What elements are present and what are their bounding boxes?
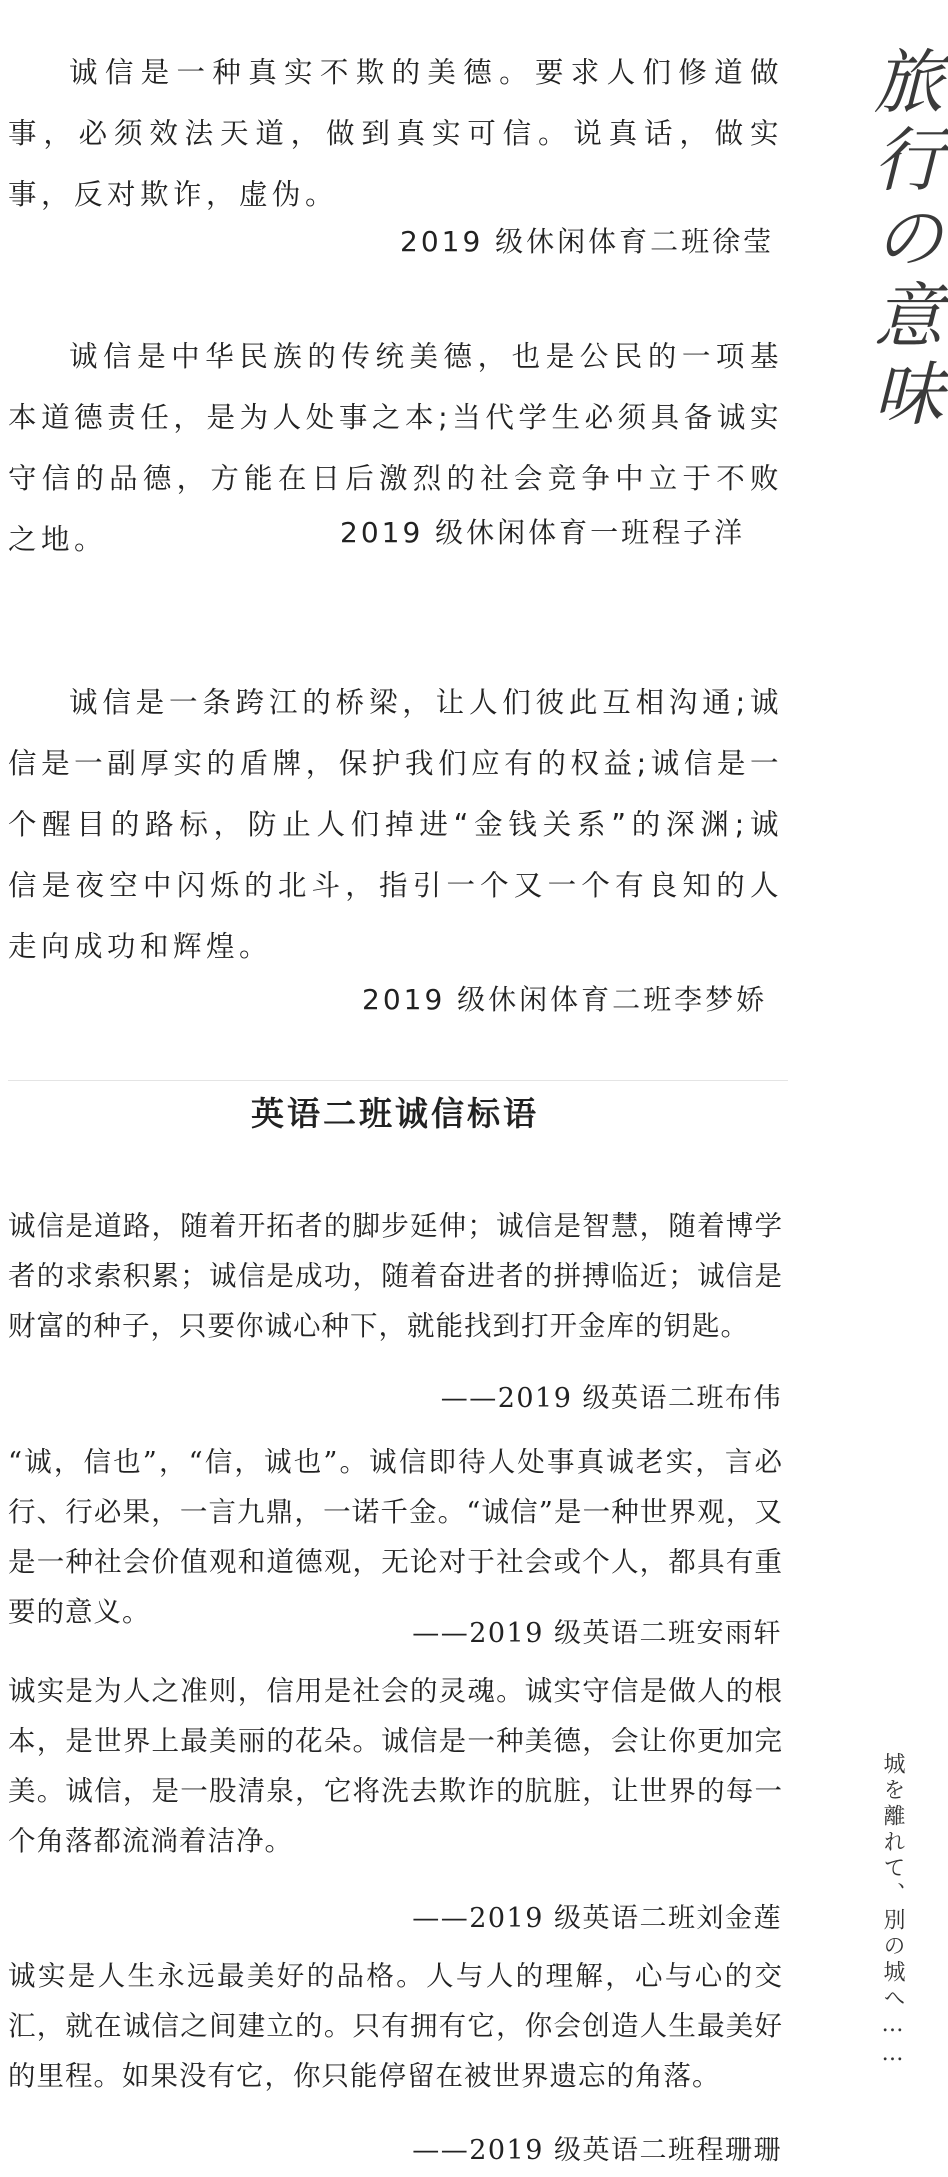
essay-paragraph-1: 诚信是一种真实不欺的美德。要求人们修道做事，必须效法天道，做到真实可信。说真话，做实事，反对欺诈，虚伪。 xyxy=(8,56,783,211)
slogan-entry-2: “诚，信也”，“信，诚也”。诚信即待人处事真诚老实，言必行、行必果，一言九鼎，一诺千金。“诚信”是一种世界观，又是一种社会价值观和道德观，无论对于社会或个人，都具有重要的意义。 xyxy=(8,1446,783,1628)
vertical-slogan: 城を離れて、別の城へ…… xyxy=(880,1752,905,2070)
essay-signature-3: 2019 级休闲体育二班李梦娇 xyxy=(362,983,768,1016)
slogan-entry-4: 诚实是人生永远最美好的品格。人与人的理解，心与心的交汇，就在诚信之间建立的。只有拥有它，你会创造人生最美好的里程。如果没有它，你只能停留在被世界遗忘的角落。 xyxy=(8,1960,783,2092)
vertical-title: 旅行の意味 xyxy=(862,45,944,435)
essay-signature-1: 2019 级休闲体育二班徐莹 xyxy=(400,225,775,258)
slogan-entry-1: 诚信是道路，随着开拓者的脚步延伸；诚信是智慧，随着博学者的求索积累；诚信是成功，随着奋进者的拼搏临近；诚信是财富的种子，只要你诚心种下，就能找到打开金库的钥匙。 xyxy=(8,1210,783,1342)
slogan-signature-2: ——2019 级英语二班安雨轩 xyxy=(412,1618,782,1649)
essay-paragraph-3: 诚信是一条跨江的桥梁，让人们彼此互相沟通;诚信是一副厚实的盾牌，保护我们应有的权益;诚信是一个醒目的路标，防止人们掉进“金钱关系”的深渊;诚信是夜空中闪烁的北斗，指引一个又一个有良知的人走向成功和辉煌。 xyxy=(8,686,783,963)
slogan-signature-1: ——2019 级英语二班布伟 xyxy=(440,1383,782,1414)
slogan-signature-4: ——2019 级英语二班程珊珊 xyxy=(412,2135,782,2166)
slogan-signature-3: ——2019 级英语二班刘金莲 xyxy=(412,1903,782,1934)
section-title: 英语二班诚信标语 xyxy=(251,1094,539,1133)
essay-paragraph-2: 诚信是中华民族的传统美德，也是公民的一项基本道德责任，是为人处事之本;当代学生必须具备诚实守信的品德，方能在日后激烈的社会竞争中立于不败之地。 xyxy=(8,340,783,556)
essay-signature-2: 2019 级休闲体育一班程子洋 xyxy=(340,516,746,549)
section-divider xyxy=(8,1080,788,1081)
slogan-entry-3: 诚实是为人之准则，信用是社会的灵魂。诚实守信是做人的根本，是世界上最美丽的花朵。诚信是一种美德，会让你更加完美。诚信，是一股清泉，它将洗去欺诈的肮脏，让世界的每一个角落都流淌着洁净。 xyxy=(8,1675,783,1857)
